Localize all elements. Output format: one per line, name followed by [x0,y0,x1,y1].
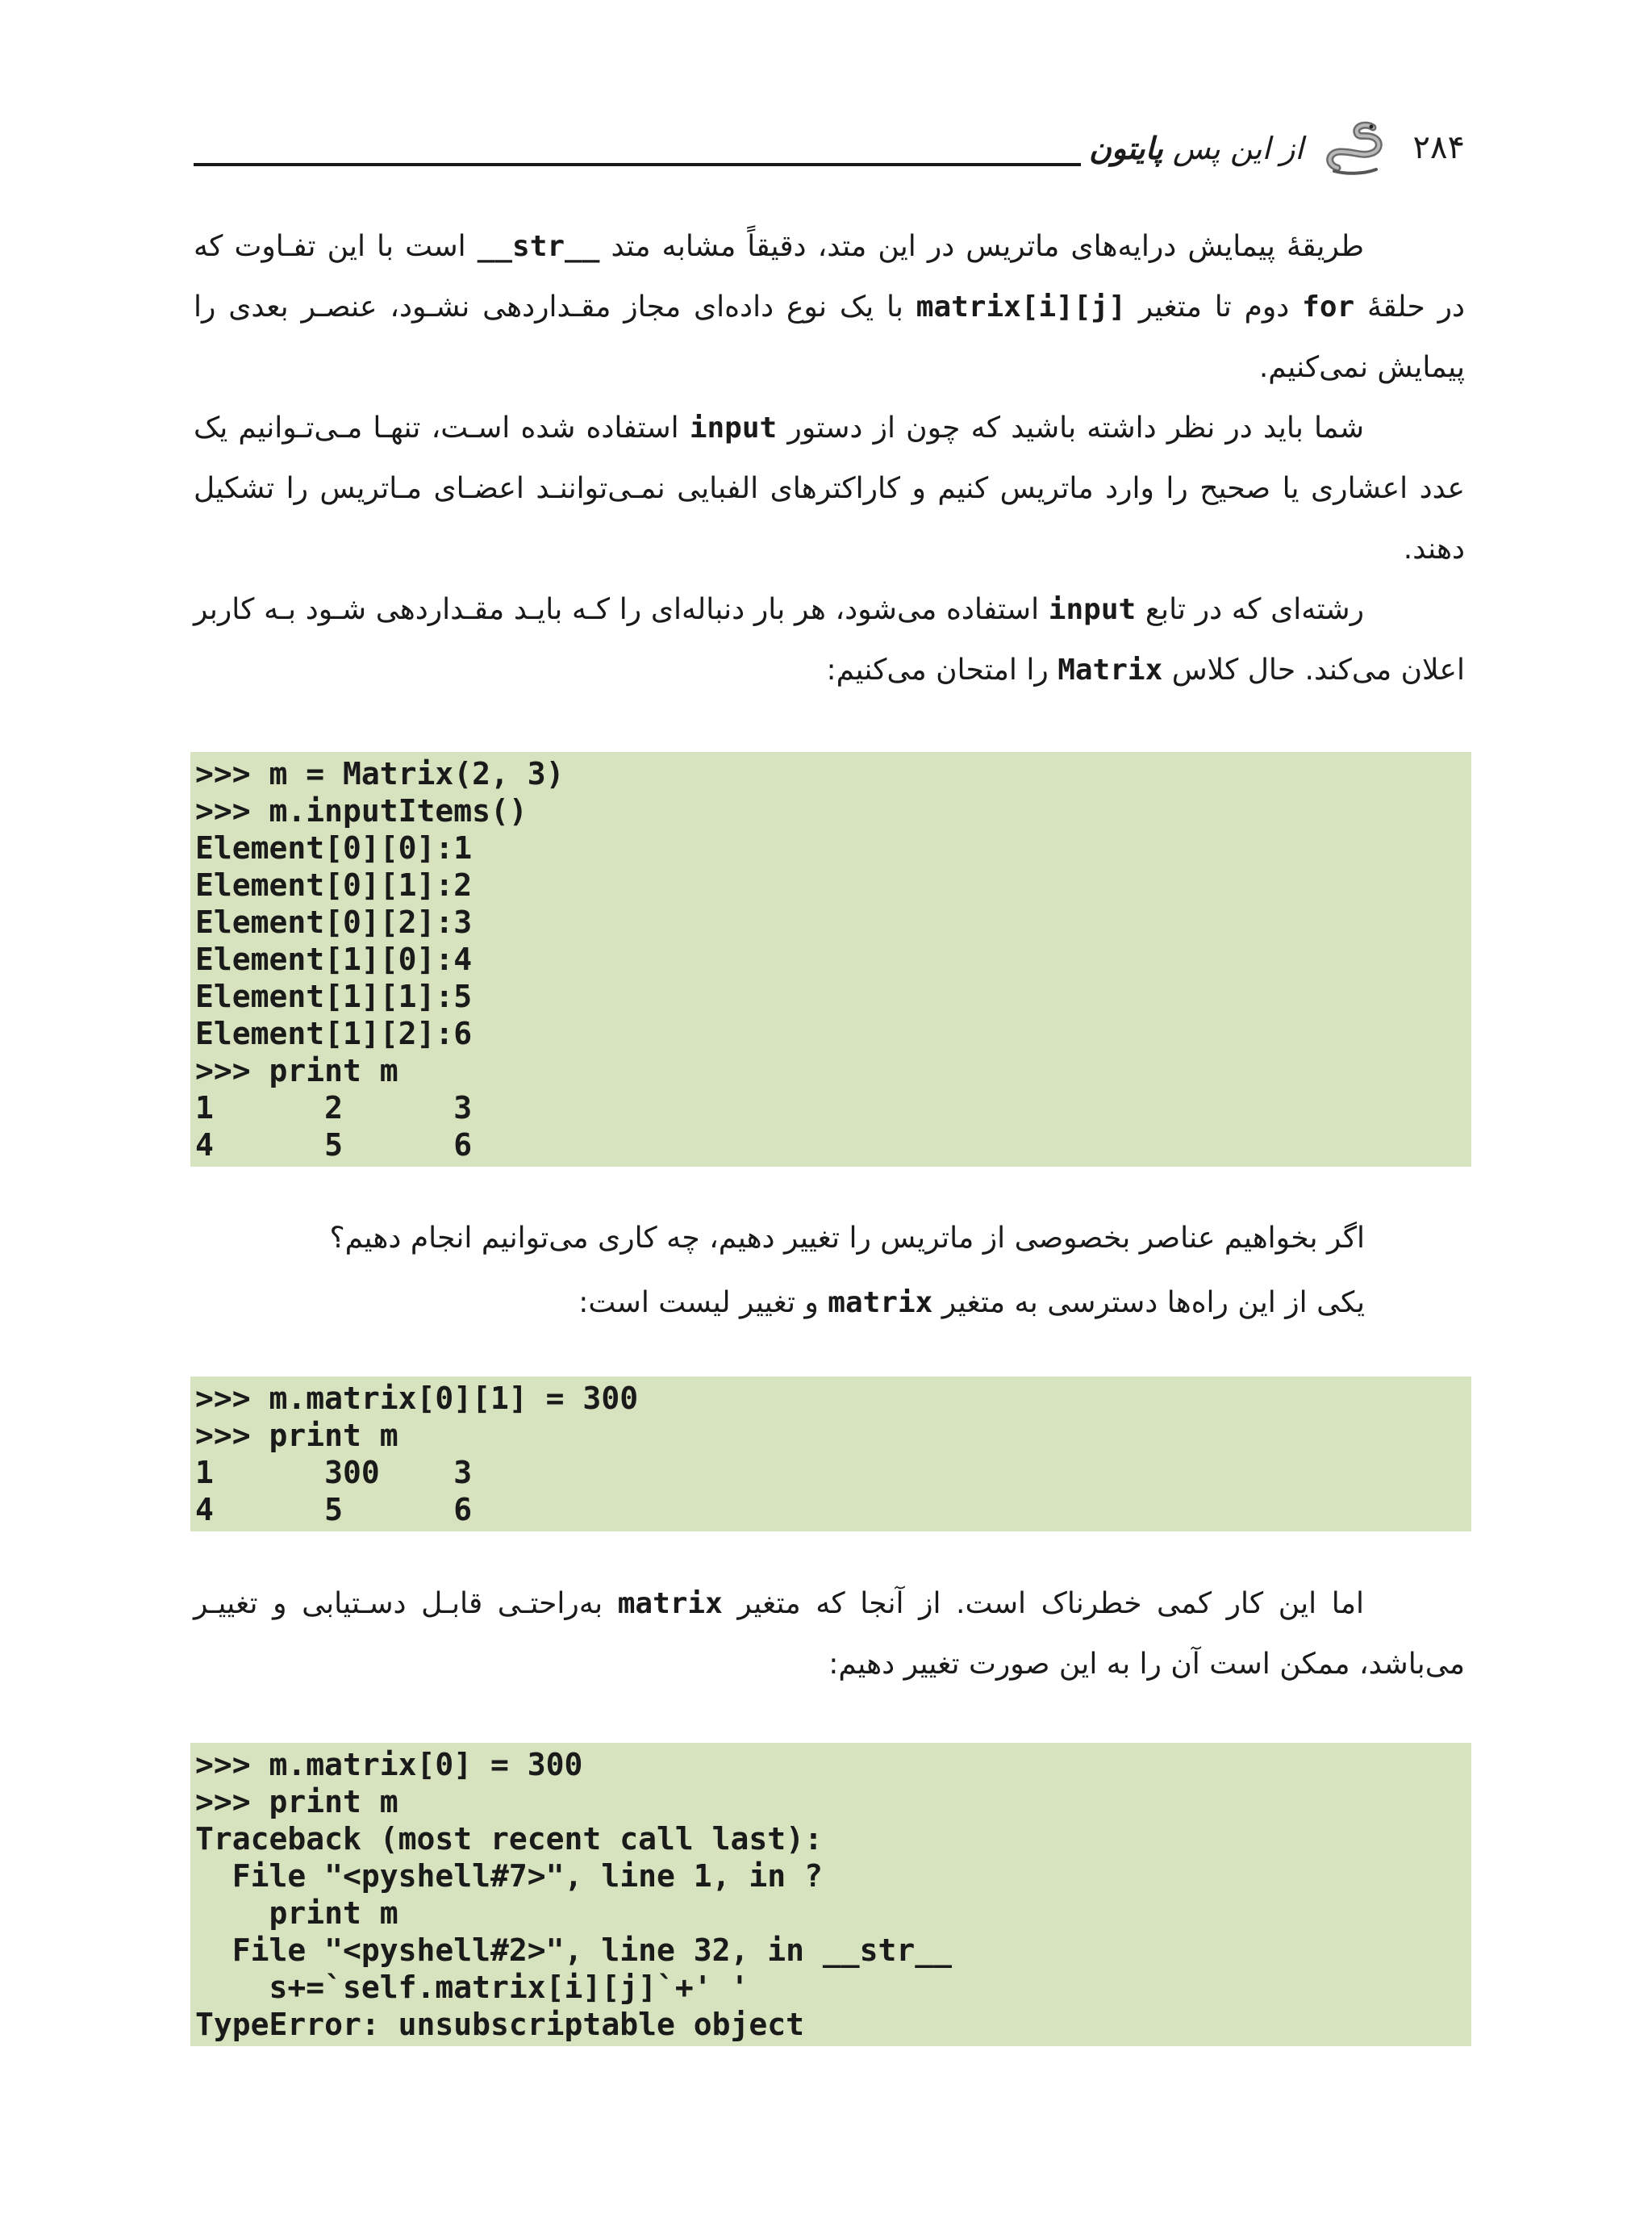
inline-code: Matrix [1058,654,1163,687]
code-line: Element[0][1]:2 [195,867,473,903]
code-line: Element[1][0]:4 [195,942,473,977]
code-line: 4 5 6 [195,1127,473,1163]
book-title [1089,131,1304,166]
code-line: >>> m.matrix[0][1] = 300 [195,1381,639,1416]
running-header [194,121,1465,178]
question-line: اگر بخواهیم عناصر بخصوصی از ماتریس را تغییر دهیم، چه کاری می‌توانیم انجام دهیم؟ [329,1222,1365,1255]
answer-line [194,1271,1365,1335]
code-line: >>> m.matrix[0] = 300 [195,1747,583,1782]
inline-code: matrix [828,1286,933,1319]
question-text [194,1206,1365,1335]
text-run: طریقهٔ پیمایش درایه‌های ماتریس در این متد، دقیقاً مشابه متد [599,230,1365,263]
code-line: >>> print m [195,1053,398,1088]
inline-code: matrix[i][j] [916,290,1126,324]
text-run: استفاده می‌شود، هر بار دنباله‌ای را کـه بایـد مقـداردهی شـود بـه کاربر اعلان می‌کند. حال کلاس [194,593,1465,687]
code-line: print m [195,1895,398,1931]
text-run: رشته‌ای که در تابع [1136,593,1364,626]
page-number: ۲۸۴ [1412,129,1465,166]
text-run: و تغییر لیست است: [578,1286,828,1319]
paragraph-5 [194,1573,1465,1694]
text-run: را امتحان می‌کنیم: [826,654,1058,687]
code-line: 1 300 3 [195,1455,473,1490]
inline-code: input [689,411,778,445]
intro-text [194,216,1465,700]
code-line: 1 2 3 [195,1090,473,1126]
inline-code: input [1048,593,1137,626]
code-line: Element[1][2]:6 [195,1016,473,1051]
text-run: دوم تا متغیر [1125,290,1303,324]
text-run: است با این تفـاوت که در حلقهٔ [194,230,1465,324]
code-line: >>> m.inputItems() [195,793,528,829]
book-title-brand: پایتون [1089,131,1163,166]
inline-code: matrix [617,1587,723,1620]
text-run: استفاده شده اسـت، تنهـا مـی‌تـوانیم یک عدد اعشاری یا صحیح را وارد ماتریس کنیم و کاراکترهای الفبایی نمـی‌تواننـد اعضـای مـاتریس را تشکیل دهند. [194,411,1465,566]
paragraph-3 [194,579,1465,700]
inline-code: __str__ [477,230,600,263]
python-snake-icon [1323,121,1387,178]
text-run: اما این کار کمی خطرناک است. از آنجا که متغیر [722,1587,1364,1620]
code-block-3 [190,1743,1471,2046]
code-line: >>> print m [195,1784,398,1819]
code-line: >>> print m [195,1418,398,1453]
code-line: File "<pyshell#7>", line 1, in ? [195,1858,823,1894]
text-run: یکی از این راه‌ها دسترسی به متغیر [932,1286,1365,1319]
code-line: Element[0][0]:1 [195,830,473,866]
code-line: Element[1][1]:5 [195,979,473,1014]
text-run: شما باید در نظر داشته باشید که چون از دستور [777,411,1364,445]
paragraph-1 [194,216,1465,398]
code-line: Traceback (most recent call last): [195,1821,823,1857]
code-block-2 [190,1377,1471,1531]
warning-text [194,1573,1465,1694]
text-run: با یک نوع داده‌ای مجاز مقـداردهی نشـود، عنصـر بعدی را پیمایش نمی‌کنیم. [194,290,1465,384]
text-run: به‌راحتـی قابـل دسـتیابی و تغییـر می‌باشد، ممکن است آن را به این صورت تغییر دهیم: [194,1587,1465,1681]
code-line: >>> m = Matrix(2, 3) [195,756,565,792]
code-line: 4 5 6 [195,1492,473,1527]
code-block-1 [190,752,1471,1167]
inline-code: for [1302,290,1355,324]
book-title-prefix: از این پس [1162,131,1304,166]
code-line: TypeError: unsubscriptable object [195,2007,804,2042]
code-line: Element[0][2]:3 [195,904,473,940]
code-line: s+=`self.matrix[i][j]`+' ' [195,1970,749,2005]
code-line: File "<pyshell#2>", line 32, in __str__ [195,1932,952,1968]
header-rule [194,163,1081,166]
paragraph-2 [194,398,1465,579]
